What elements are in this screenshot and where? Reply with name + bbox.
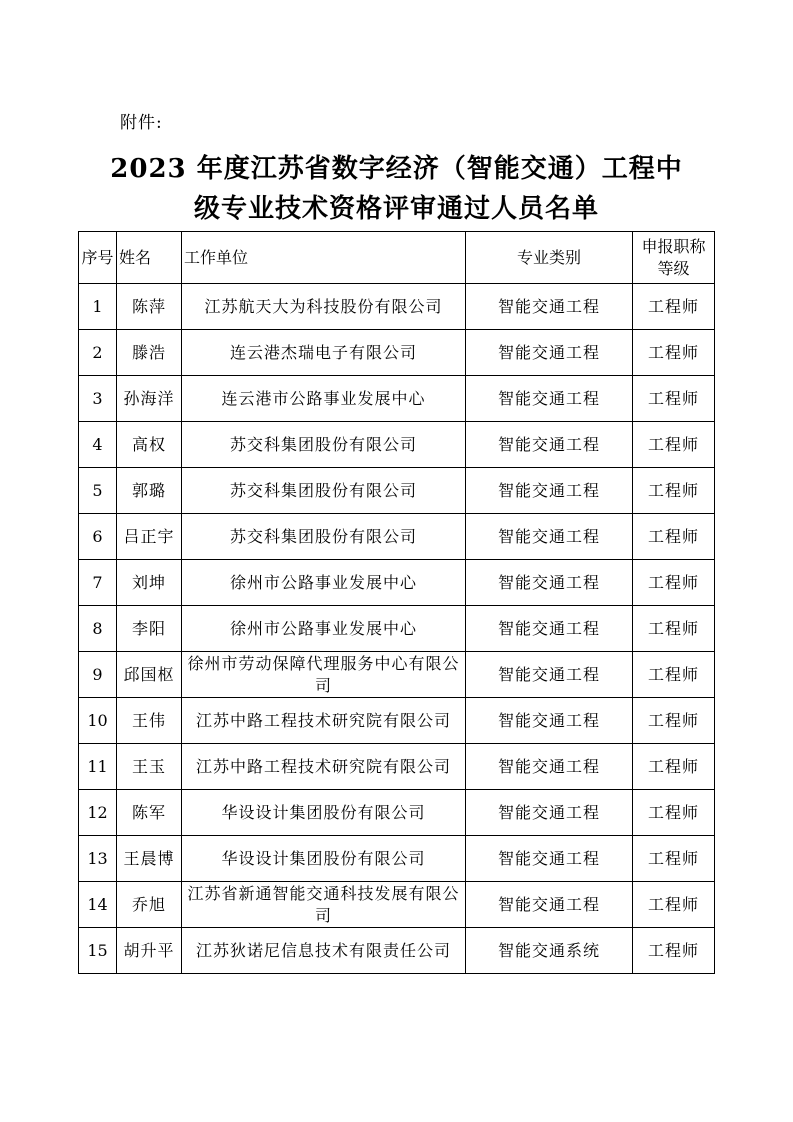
cell-level: 工程师: [633, 468, 715, 514]
table-row: [79, 744, 715, 790]
table-row: [79, 422, 715, 468]
cell-type: 智能交通工程: [466, 790, 633, 836]
cell-name: 滕浩: [117, 330, 182, 376]
cell-type: 智能交通工程: [466, 422, 633, 468]
cell-unit: 连云港杰瑞电子有限公司: [182, 330, 466, 376]
cell-unit: 江苏狄诺尼信息技术有限责任公司: [182, 928, 466, 974]
cell-level: 工程师: [633, 422, 715, 468]
cell-no: 7: [79, 560, 117, 606]
cell-no: 5: [79, 468, 117, 514]
cell-no: 15: [79, 928, 117, 974]
attachment-label: 附件:: [120, 113, 163, 133]
cell-no: 4: [79, 422, 117, 468]
cell-type: 智能交通工程: [466, 514, 633, 560]
header-no: 序号: [79, 232, 117, 284]
cell-no: 3: [79, 376, 117, 422]
table-body: [79, 284, 715, 974]
table-header-row: [79, 232, 715, 284]
header-type: 专业类别: [466, 232, 633, 284]
cell-name: 乔旭: [117, 882, 182, 928]
cell-name: 王伟: [117, 698, 182, 744]
cell-level: 工程师: [633, 284, 715, 330]
cell-type: 智能交通工程: [466, 836, 633, 882]
cell-name: 王晨博: [117, 836, 182, 882]
cell-no: 6: [79, 514, 117, 560]
cell-type: 智能交通工程: [466, 882, 633, 928]
cell-unit: 江苏中路工程技术研究院有限公司: [182, 698, 466, 744]
cell-level: 工程师: [633, 790, 715, 836]
cell-name: 邱国枢: [117, 652, 182, 698]
table-row: [79, 882, 715, 928]
table-row: [79, 606, 715, 652]
cell-name: 陈萍: [117, 284, 182, 330]
cell-unit: 徐州市公路事业发展中心: [182, 560, 466, 606]
cell-no: 11: [79, 744, 117, 790]
table-row: [79, 928, 715, 974]
cell-level: 工程师: [633, 514, 715, 560]
cell-level: 工程师: [633, 652, 715, 698]
cell-unit: 苏交科集团股份有限公司: [182, 468, 466, 514]
cell-name: 刘坤: [117, 560, 182, 606]
cell-level: 工程师: [633, 882, 715, 928]
table-row: [79, 330, 715, 376]
header-level: 申报职称等级: [633, 232, 715, 284]
cell-name: 王玉: [117, 744, 182, 790]
cell-type: 智能交通工程: [466, 468, 633, 514]
table-row: [79, 376, 715, 422]
table-row: [79, 514, 715, 560]
cell-name: 胡升平: [117, 928, 182, 974]
cell-level: 工程师: [633, 928, 715, 974]
cell-unit: 徐州市劳动保障代理服务中心有限公司: [182, 652, 466, 698]
table-row: [79, 468, 715, 514]
cell-unit: 华设设计集团股份有限公司: [182, 790, 466, 836]
cell-type: 智能交通工程: [466, 698, 633, 744]
cell-name: 孙海洋: [117, 376, 182, 422]
cell-type: 智能交通工程: [466, 284, 633, 330]
cell-name: 郭璐: [117, 468, 182, 514]
cell-level: 工程师: [633, 330, 715, 376]
table-row: [79, 790, 715, 836]
table-row: [79, 698, 715, 744]
cell-unit: 江苏省新通智能交通科技发展有限公司: [182, 882, 466, 928]
cell-name: 高权: [117, 422, 182, 468]
cell-no: 2: [79, 330, 117, 376]
cell-no: 10: [79, 698, 117, 744]
cell-no: 1: [79, 284, 117, 330]
cell-unit: 徐州市公路事业发展中心: [182, 606, 466, 652]
cell-type: 智能交通系统: [466, 928, 633, 974]
cell-level: 工程师: [633, 744, 715, 790]
cell-level: 工程师: [633, 606, 715, 652]
page-title-line2: 级专业技术资格评审通过人员名单: [193, 194, 599, 224]
cell-level: 工程师: [633, 560, 715, 606]
cell-unit: 华设设计集团股份有限公司: [182, 836, 466, 882]
cell-type: 智能交通工程: [466, 606, 633, 652]
cell-name: 李阳: [117, 606, 182, 652]
cell-unit: 江苏中路工程技术研究院有限公司: [182, 744, 466, 790]
header-unit: 工作单位: [182, 232, 466, 284]
cell-no: 12: [79, 790, 117, 836]
cell-unit: 连云港市公路事业发展中心: [182, 376, 466, 422]
cell-name: 陈军: [117, 790, 182, 836]
cell-no: 14: [79, 882, 117, 928]
cell-type: 智能交通工程: [466, 560, 633, 606]
cell-unit: 苏交科集团股份有限公司: [182, 514, 466, 560]
cell-name: 吕正宇: [117, 514, 182, 560]
cell-no: 13: [79, 836, 117, 882]
cell-type: 智能交通工程: [466, 376, 633, 422]
page-title-line1: 2023 年度江苏省数字经济（智能交通）工程中: [110, 154, 683, 184]
personnel-table: [78, 231, 715, 974]
table-row: [79, 284, 715, 330]
header-name: 姓名: [117, 232, 182, 284]
cell-no: 9: [79, 652, 117, 698]
cell-type: 智能交通工程: [466, 330, 633, 376]
cell-unit: 江苏航天大为科技股份有限公司: [182, 284, 466, 330]
cell-level: 工程师: [633, 836, 715, 882]
table-row: [79, 836, 715, 882]
cell-level: 工程师: [633, 698, 715, 744]
cell-type: 智能交通工程: [466, 744, 633, 790]
cell-no: 8: [79, 606, 117, 652]
table-row: [79, 560, 715, 606]
cell-unit: 苏交科集团股份有限公司: [182, 422, 466, 468]
cell-level: 工程师: [633, 376, 715, 422]
cell-type: 智能交通工程: [466, 652, 633, 698]
table-row: [79, 652, 715, 698]
